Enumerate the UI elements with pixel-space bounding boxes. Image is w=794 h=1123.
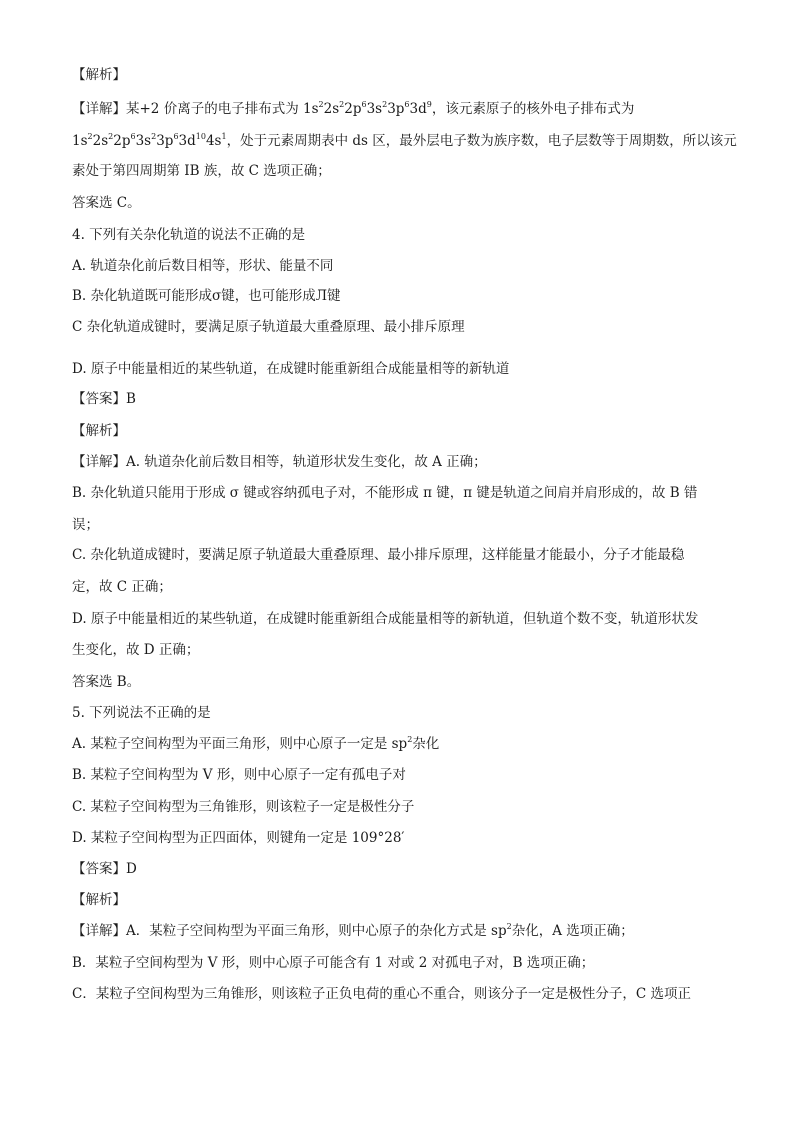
q5-analysis-label: 【解析】 [72, 892, 126, 908]
q4-option-d: D. 原子中能量相近的某些轨道，在成键时能重新组合成能量相等的新轨道 [72, 361, 510, 377]
q5-option-a: A. 某粒子空间构型为平面三角形，则中心原子一定是 $sp^2$杂化 [72, 734, 440, 752]
q4-analysis-label: 【解析】 [72, 423, 126, 439]
q4-answer: 【答案】B [72, 391, 136, 407]
q4-stem: 4. 下列有关杂化轨道的说法不正确的是 [72, 227, 306, 243]
q5-detail-line-2: B．某粒子空间构型为 V 形，则中心原子可能含有 1 对或 2 对孤电子对，B 选项正确； [72, 955, 595, 971]
atom-electron-config: $1s^22s^22p^63s^23p^63d^{10}4s^1$ [72, 131, 227, 149]
q3-detail-line-1 [72, 100, 734, 118]
q5-answer: 【答案】D [72, 861, 137, 877]
q4-option-a: A. 轨道杂化前后数目相等，形状、能量不同 [72, 258, 334, 274]
q3-detail-text-a: 【详解】某+2 价离子的电子排布式为 [72, 101, 303, 117]
q3-detail-text-c: ，处于元素周期表中 ds 区，最外层电子数为族序数，电子层数等于周期数，所以该元 [226, 133, 737, 149]
q3-detail-text-b: ，该元素原子的核外电子排布式为 [431, 101, 635, 117]
q4-detail-line-7: 生变化，故 D 正确； [72, 642, 200, 658]
q5-detail-line-1: 【详解】A．某粒子空间构型为平面三角形，则中心原子的杂化方式是 $sp^2$杂化，A 选项正确； [72, 921, 634, 939]
ion-electron-config: $1s^22s^22p^63s^23p^63d^9$ [302, 99, 432, 117]
q3-analysis-label: 【解析】 [72, 67, 126, 83]
q5-option-d: D. 某粒子空间构型为正四面体，则键角一定是 109°28′ [72, 830, 405, 846]
q5-option-c: C. 某粒子空间构型为三角锥形，则该粒子一定是极性分子 [72, 799, 415, 815]
q5-stem: 5. 下列说法不正确的是 [72, 705, 211, 721]
q4-detail-line-1: 【详解】A. 轨道杂化前后数目相等，轨道形状发生变化，故 A 正确； [72, 454, 487, 470]
q3-detail-line-2 [72, 131, 737, 150]
q5-option-b: B. 某粒子空间构型为 V 形，则中心原子一定有孤电子对 [72, 767, 406, 783]
q4-answer-line: 答案选 B。 [72, 674, 141, 690]
q3-detail-line-3: 素处于第四周期第 IB 族，故 C 选项正确； [72, 163, 331, 179]
q4-detail-line-4: C. 杂化轨道成键时，要满足原子轨道最大重叠原理、最小排斥原理，这样能量才能最小，分子才能最稳 [72, 547, 685, 563]
q4-detail-line-5: 定，故 C 正确； [72, 579, 172, 595]
q4-option-c: C 杂化轨道成键时，要满足原子轨道最大重叠原理、最小排斥原理 [72, 319, 465, 335]
q4-detail-line-2: B. 杂化轨道只能用于形成 σ 键或容纳孤电子对，不能形成 π 键，π 键是轨道之间肩并肩形成的，故 B 错 [72, 485, 698, 501]
q5-detail-line-3: C．某粒子空间构型为三角锥形，则该粒子正负电荷的重心不重合，则该分子一定是极性分子，C 选项正 [72, 986, 691, 1002]
q4-detail-line-3: 误； [72, 517, 99, 533]
q4-detail-line-6: D. 原子中能量相近的某些轨道，在成键时能重新组合成能量相等的新轨道，但轨道个数不变，轨道形状发 [72, 611, 699, 627]
q3-answer-line: 答案选 C。 [72, 195, 141, 211]
q4-option-b: B. 杂化轨道既可能形成σ键，也可能形成Л键 [72, 288, 341, 304]
